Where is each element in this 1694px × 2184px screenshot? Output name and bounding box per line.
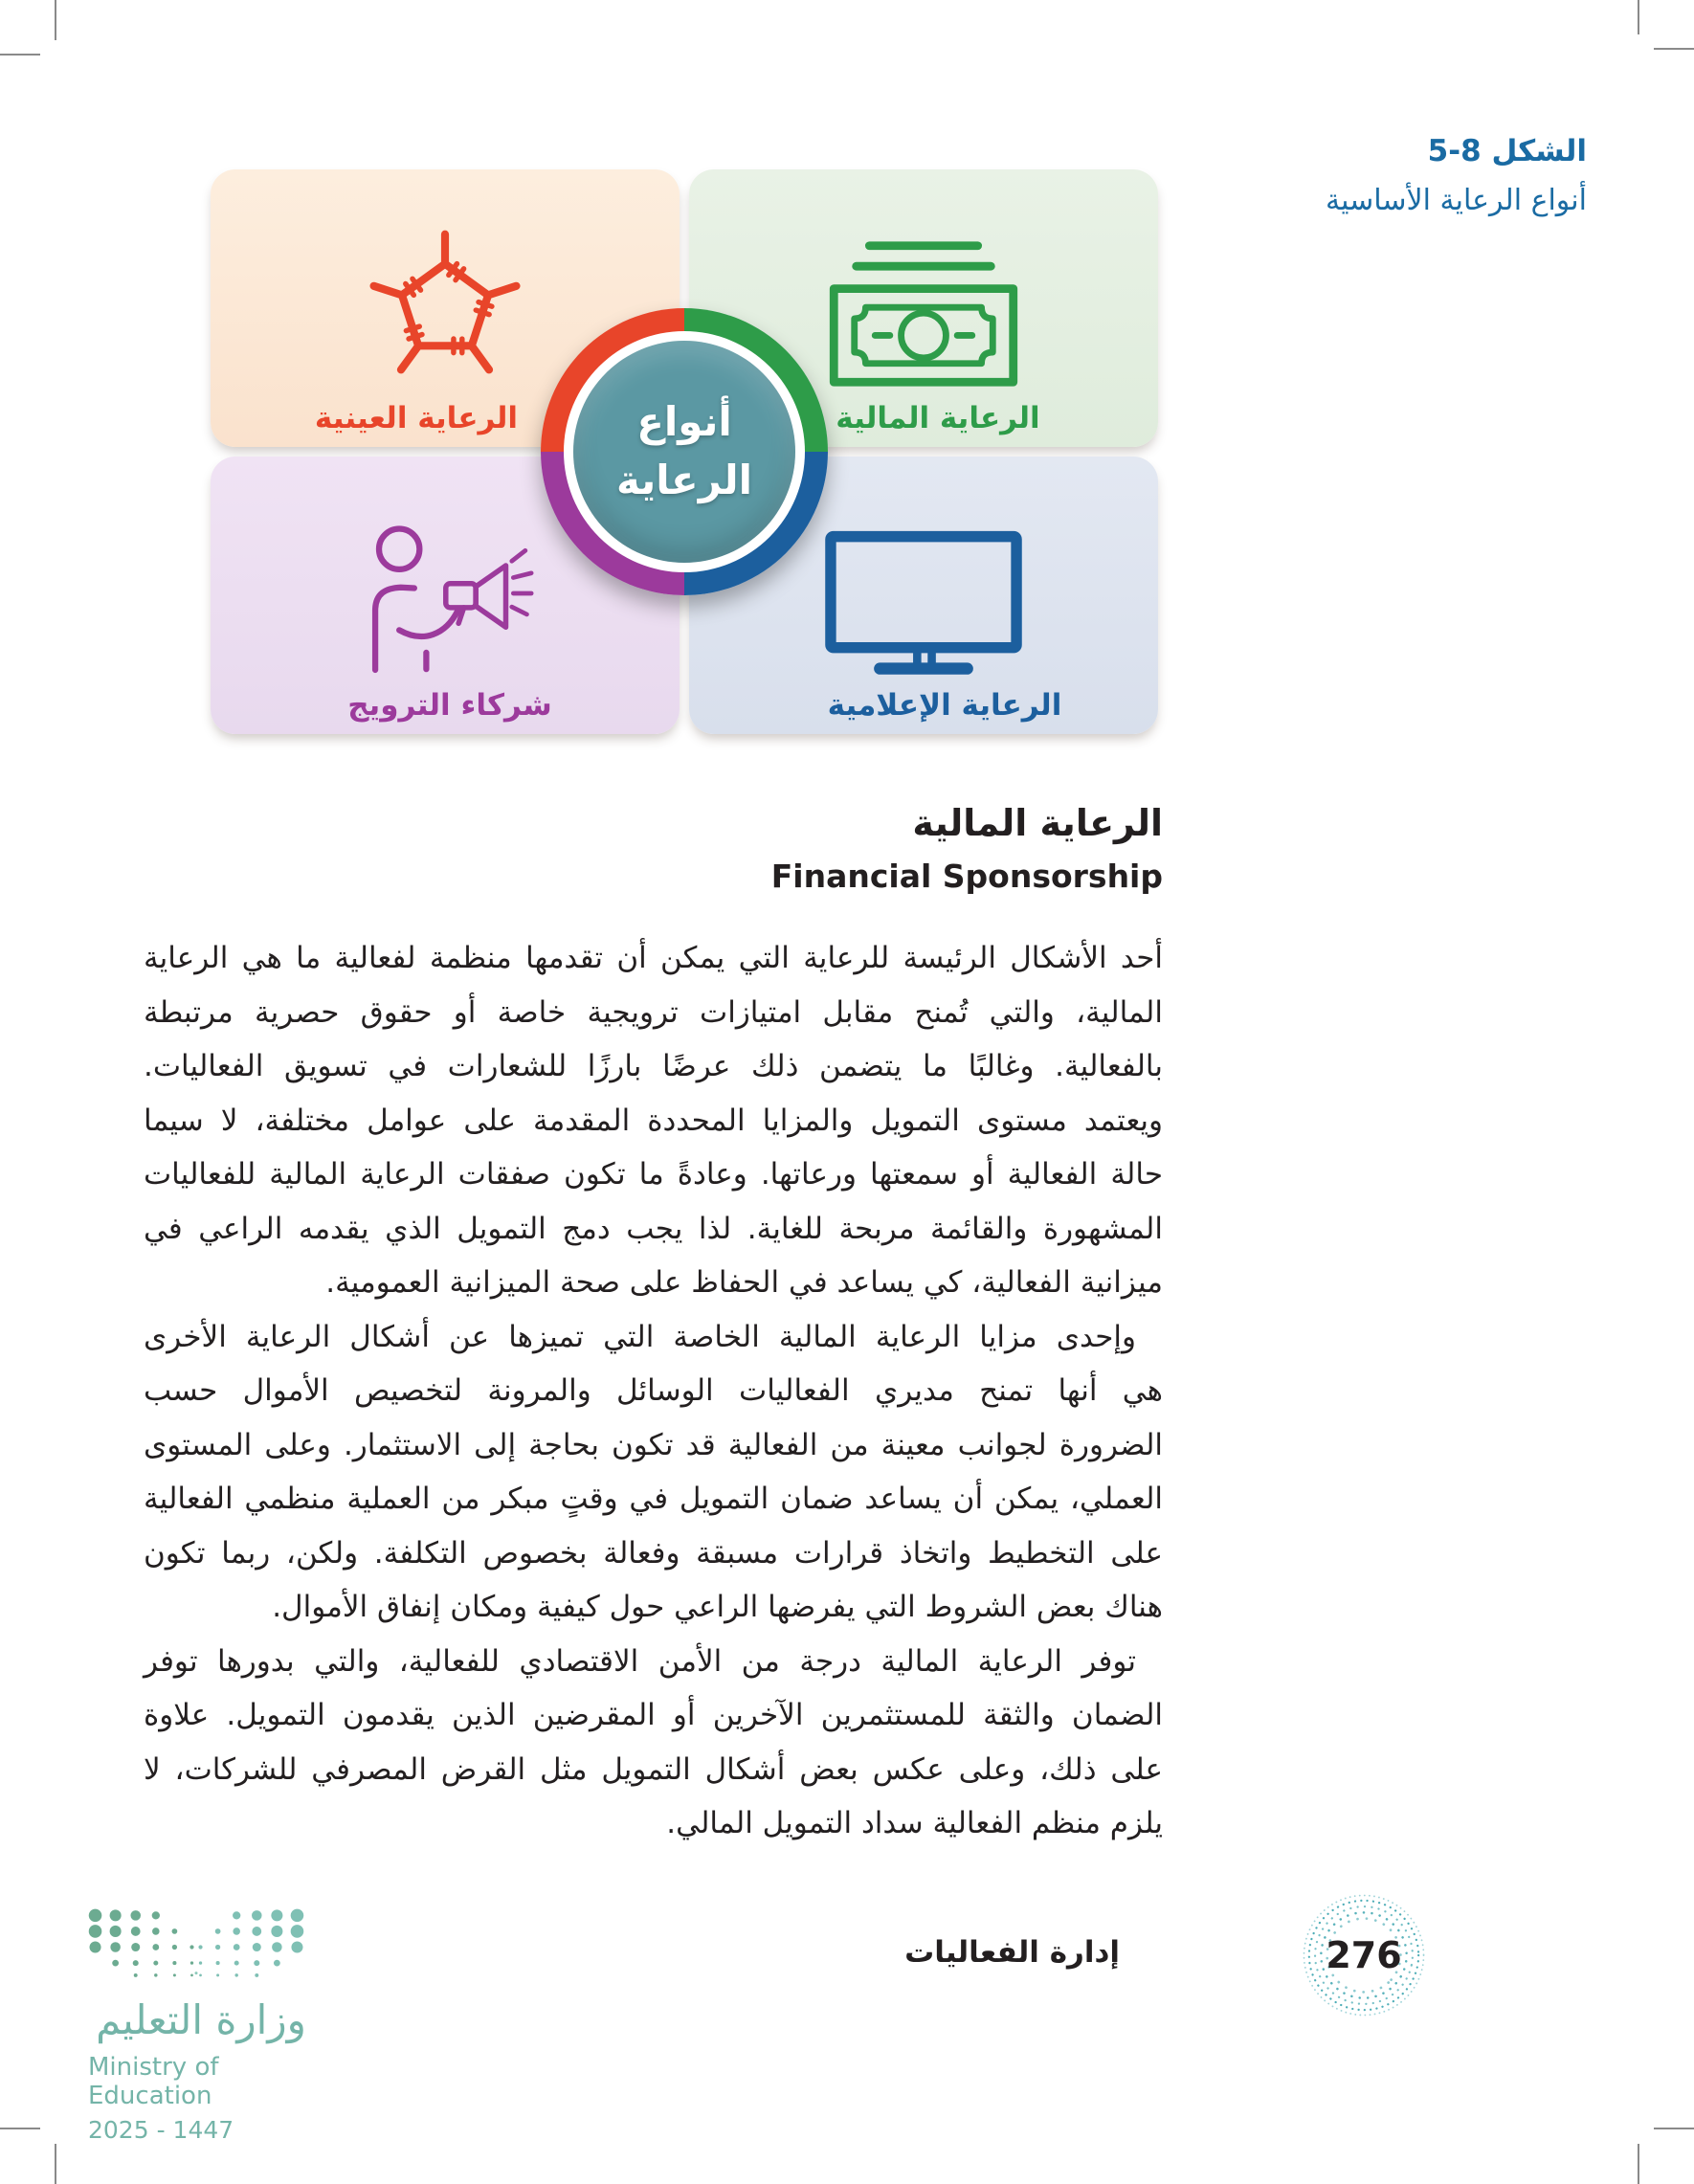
body-text-line: أحد الأشكال الرئيسة للرعاية التي يمكن أن تقدمها منظمة لفعالية ما هي الرعاية [144,941,1163,975]
crop-mark-top-left-v [55,0,56,40]
body-text-line: ميزانية الفعالية، كي يساعد في الحفاظ على صحة الميزانية العمومية. [325,1265,1163,1300]
section-heading-english: Financial Sponsorship [770,858,1163,895]
body-text-line: وإحدى مزايا الرعاية المالية الخاصة التي تميزها عن أشكال الرعاية الأخرى [144,1319,1136,1354]
diagram-center-hub [541,308,828,595]
sponsorship-types-diagram [211,169,1158,734]
footer-section-label: إدارة الفعاليات [904,1935,1120,1970]
article-body [144,931,1163,1851]
body-text-line: العملي، يمكن أن يساعد ضمان التمويل في وقتٍ مبكر من العملية منظمي الفعالية [144,1482,1163,1516]
body-text-line: على التخطيط واتخاذ قرارات مسبقة وفعالة بخصوص التكلفة. ولكن، ربما تكون [144,1535,1163,1571]
ministry-logo [88,1906,314,2144]
body-text-line: هي أنها تمنح مديري الفعاليات الوسائل والمرونة لتخصيص الأموال حسب [144,1373,1163,1408]
quadrant-label-promotion: شركاء الترويج [347,688,552,723]
hub-label-line2: الرعاية [616,457,752,503]
body-text-line: ويعتمد مستوى التمويل والمزايا المحددة المقدمة على عوامل مختلفة، لا سيما [144,1103,1163,1138]
crop-mark-top-left-h [0,54,40,56]
hub-core [573,341,795,563]
crop-mark-top-right-h [1654,48,1694,50]
ministry-logo-dots [88,1906,304,1979]
body-text-line: المالية، والتي تُمنح مقابل امتيازات ترويجية خاصة أو حقوق حصرية مرتبطة [144,994,1163,1030]
quadrant-label-financial: الرعاية المالية [836,401,1040,435]
crop-mark-top-right-v [1638,0,1639,34]
hands-unity-icon [358,222,532,396]
body-text-line: بالفعالية. وغالبًا ما يتضمن ذلك عرضًا بارزًا للشعارات في تسويق الفعاليات. [144,1049,1163,1083]
hub-label-line1: أنواع [636,398,732,446]
body-text-line: على ذلك، وعلى عكس بعض أشكال التمويل مثل القرض المصرفي للشركات، لا [144,1751,1163,1787]
tv-monitor-icon [823,529,1024,680]
body-text-line: الضرورة لجوانب معينة من الفعالية قد تكون بحاجة إلى الاستثمار. وعلى المستوى [144,1427,1163,1462]
figure-caption-subtitle: أنواع الرعاية الأساسية [1326,184,1587,217]
ministry-name-arabic: وزارة التعليم [96,1996,306,2043]
page-number: 276 [1326,1934,1402,1976]
crop-mark-bottom-left-h [0,2128,40,2129]
banknote-icon [821,234,1027,393]
body-text-line: حالة الفعالية أو سمعتها ورعاتها. وعادةً ما تكون صفقات الرعاية المالية للفعاليات [144,1157,1163,1192]
figure-caption [1326,134,1587,217]
megaphone-person-icon [351,516,539,678]
body-text-line: يلزم منظم الفعالية سداد التمويل المالي. [666,1806,1163,1840]
figure-caption-title: الشكل 8-5 [1427,134,1587,168]
crop-mark-bottom-left-v [55,2144,56,2184]
quadrant-label-inkind: الرعاية العينية [314,401,519,435]
ministry-name-english: Ministry of Education [88,2053,219,2110]
crop-mark-bottom-right-h [1654,2128,1694,2129]
body-text-line: توفر الرعاية المالية درجة من الأمن الاقتصادي للفعالية، والتي بدورها توفر [144,1643,1136,1679]
quadrant-label-media: الرعاية الإعلامية [827,688,1062,723]
section-heading-arabic: الرعاية المالية [912,802,1163,844]
crop-mark-bottom-right-v [1638,2144,1639,2184]
article-section [144,802,1163,1851]
body-text-line: الضمان والثقة للمستثمرين الآخرين أو المقرضين الذين يقدمون التمويل. علاوة [144,1698,1163,1732]
page-number-ornament [1300,1891,1428,2019]
body-text-line: المشهورة والقائمة مربحة للغاية. لذا يجب دمج التمويل الذي يقدمه الراعي في [144,1211,1163,1246]
body-text-line: هناك بعض الشروط التي يفرضها الراعي حول كيفية ومكان إنفاق الأموال. [272,1590,1163,1624]
ministry-years: 2025 - 1447 [88,2116,234,2144]
